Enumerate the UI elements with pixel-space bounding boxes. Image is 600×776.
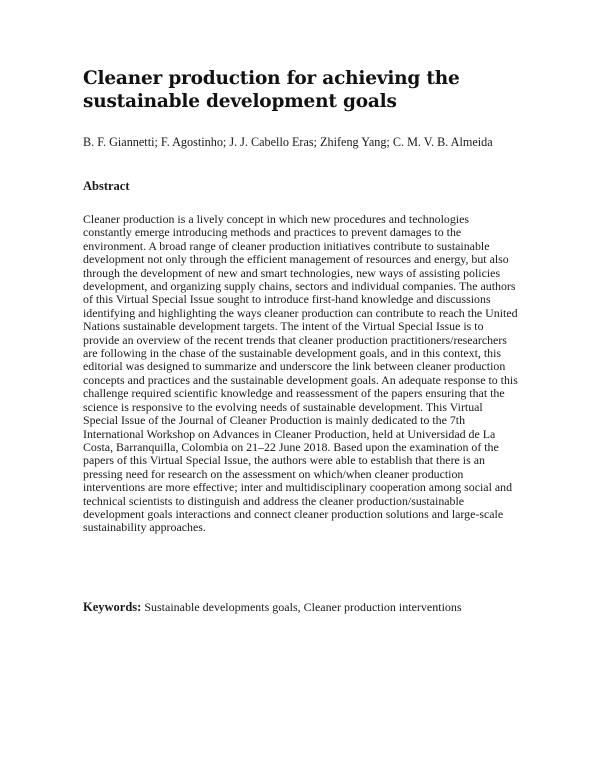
paper-title: Cleaner production for achieving the sustainable development goals — [83, 68, 460, 112]
keywords-text: Sustainable developments goals, Cleaner production interventions — [144, 600, 462, 614]
author-list: B. F. Giannetti; F. Agostinho; J. J. Cabello Eras; Zhifeng Yang; C. M. V. B. Almeida — [83, 135, 493, 149]
keywords-line — [83, 599, 523, 615]
abstract-heading: Abstract — [83, 179, 130, 193]
keywords-label: Keywords: — [83, 600, 142, 614]
abstract-text: Cleaner production is a lively concept in which new procedures and technologies constantly emerge introducing methods and practices to prevent damages to the environment. A broad range of cleaner production initiatives contribute to sustainable development not only through the efficient management of resources and energy, but also through the development of new and smart technologies, new ways of assisting policies development, and organizing supply chains, sectors and individual companies. The authors of this Virtual Special Issue sought to introduce first-hand knowledge and discussions identifying and highlighting the ways cleaner production can contribute to reach the United Nations sustainable development targets. The intent of the Virtual Special Issue is to provide an overview of the recent trends that cleaner production practitioners/researchers are following in the chase of the sustainable development goals, and in this context, this editorial was designed to summarize and underscore the link between cleaner production concepts and practices and the sustainable development goals. An adequate response to this challenge required scientific knowledge and reassessment of the papers ensuring that the science is responsive to the evolving needs of sustainable development. This Virtual Special Issue of the Journal of Cleaner Production is mainly dedicated to the 7th International Workshop on Advances in Cleaner Production, held at Universidad de La Costa, Barranquilla, Colombia on 21–22 June 2018. Based upon the examination of the papers of this Virtual Special Issue, the authors were able to establish that there is an pressing need for research on the assessment on which/when cleaner production interventions are more effective; inter and multidisciplinary cooperation among social and technical scientists to distinguish and address the cleaner production/sustainable development goals interactions and connect cleaner production solutions and large-scale sustainability approaches. — [83, 212, 518, 535]
